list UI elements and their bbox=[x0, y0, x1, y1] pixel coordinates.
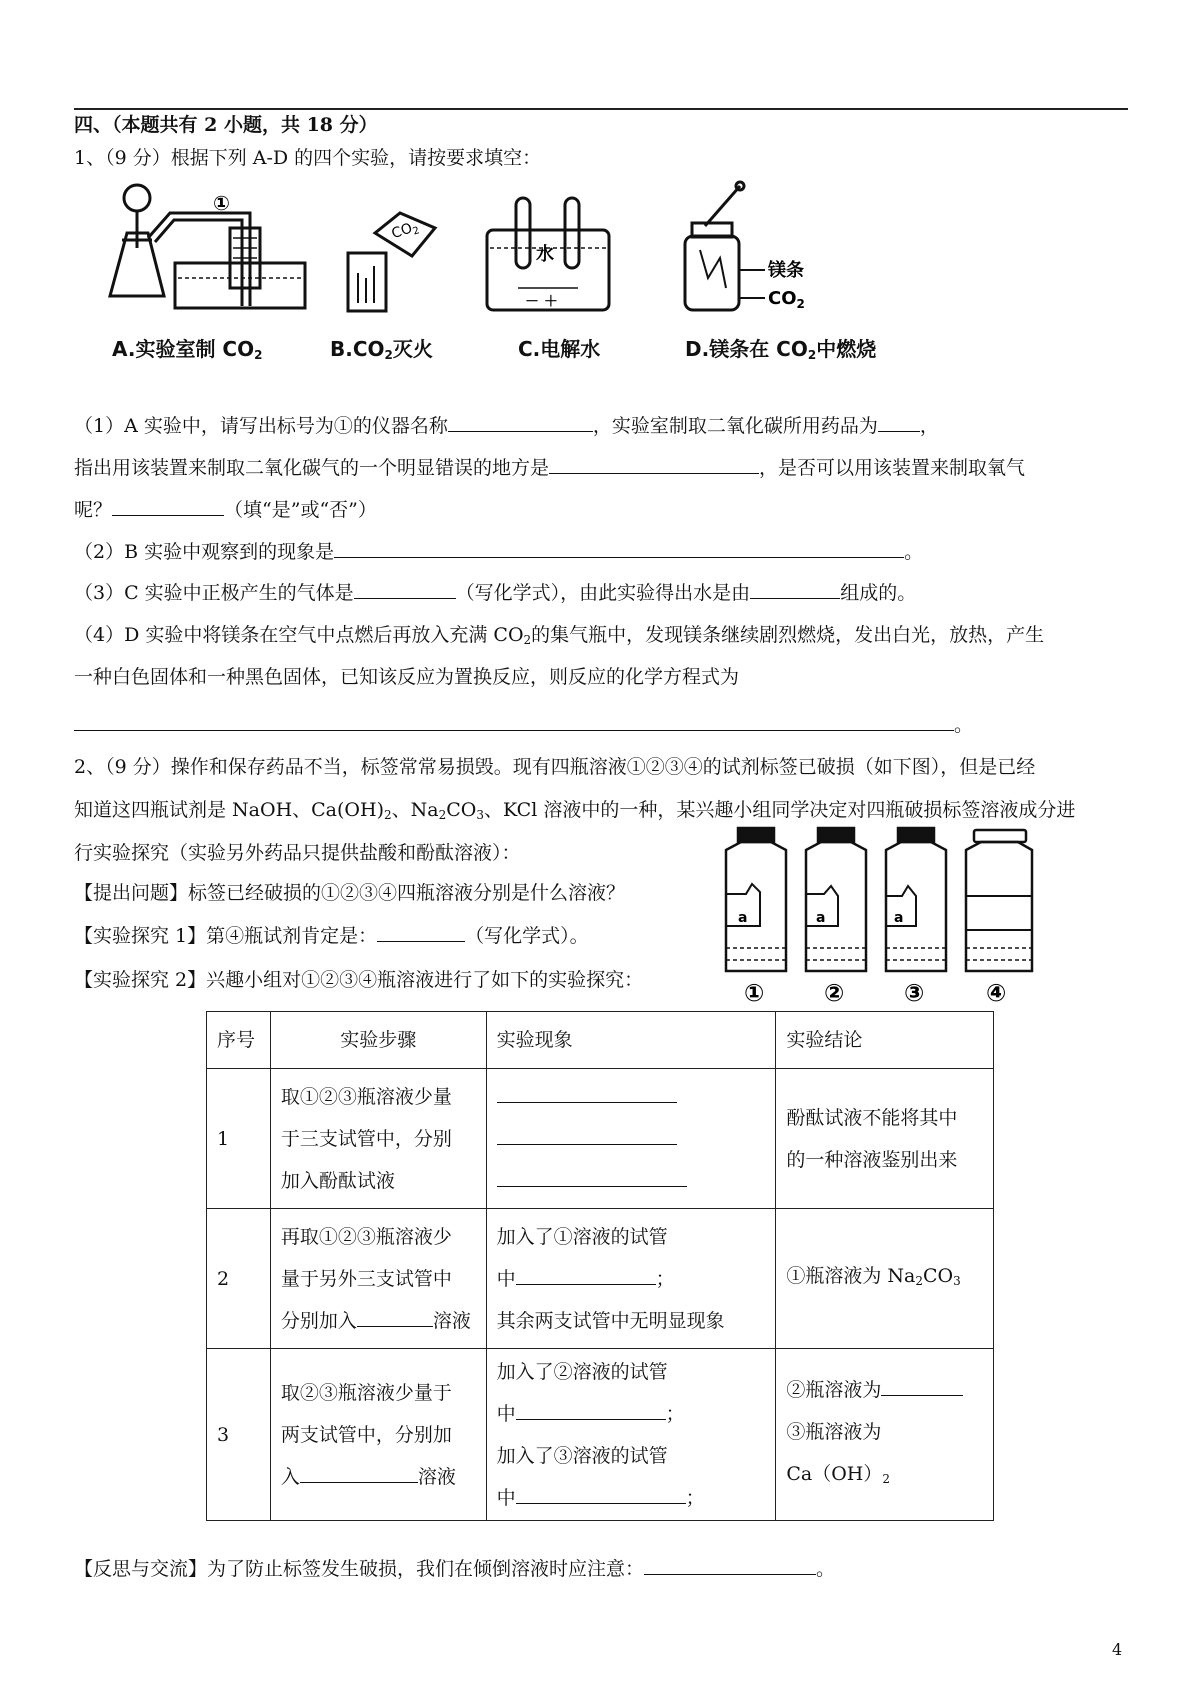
q2-stem-line1: 2、（9 分）操作和保存药品不当，标签常常易损毁。现有四瓶溶液①②③④的试剂标签已破损（如下图），但是已经 bbox=[74, 756, 1036, 778]
row1-conclusion: 酚酞试液不能将其中 的一种溶液鉴别出来 bbox=[776, 1069, 994, 1209]
bottle-2-icon bbox=[806, 828, 866, 971]
blank-row3-reagent[interactable] bbox=[300, 1464, 418, 1483]
blank-reagents[interactable] bbox=[878, 413, 920, 432]
header-steps: 实验步骤 bbox=[270, 1012, 486, 1069]
fig-a-flask-icon bbox=[110, 185, 305, 308]
blank-device-error[interactable] bbox=[549, 455, 759, 474]
blank-bottle2-solution[interactable] bbox=[881, 1377, 963, 1396]
bottle-3-label: a bbox=[894, 910, 904, 926]
blank-row3-phen-1[interactable] bbox=[516, 1401, 666, 1420]
q1-part4-line1: （4）D 实验中将镁条在空气中点燃后再放入充满 $CO_2$的集气瓶中，发现镁条继续剧烈燃烧，发出白光，放热，产生 bbox=[74, 624, 1045, 647]
q1-part1-line2: 指出用该装置来制取二氧化碳气的一个明显错误的地方是 ，是否可以用该装置来制取氧气 bbox=[74, 457, 1026, 479]
q1-stem: 1、（9 分）根据下列 A-D 的四个实验，请按要求填空： bbox=[74, 147, 542, 169]
row3-phenomenon: 加入了②溶液的试管 中 ； 加入了③溶液的试管 中 ； bbox=[486, 1349, 776, 1521]
q1-part2: （2）B 实验中观察到的现象是 。 bbox=[74, 541, 924, 563]
top-rule bbox=[74, 108, 1128, 110]
blank-instrument-name[interactable] bbox=[448, 413, 593, 432]
fig-a-caption: A.实验室制 $CO_2$ bbox=[112, 337, 263, 362]
experiment-table bbox=[206, 1011, 994, 1521]
q1-part1-line3: 呢？ （填“是”或“否”） bbox=[74, 499, 377, 521]
header-conclusion: 实验结论 bbox=[776, 1012, 994, 1069]
fig-d-gas-label: $CO_2$ bbox=[768, 288, 805, 311]
bottle-1-number: ① bbox=[744, 979, 765, 1006]
page-number: 4 bbox=[1112, 1640, 1123, 1659]
blank-row1-phen-3[interactable] bbox=[497, 1168, 687, 1187]
blank-oxygen-yes-no[interactable] bbox=[112, 497, 224, 516]
row1-step: 取①②③瓶溶液少量 于三支试管中，分别 加入酚酞试液 bbox=[270, 1069, 486, 1209]
fig-b-caption: $B.CO_2$灭火 bbox=[330, 337, 433, 362]
blank-bottle4-formula[interactable] bbox=[377, 923, 465, 942]
blank-row2-reagent[interactable] bbox=[357, 1308, 433, 1327]
bottle-3-number: ③ bbox=[904, 979, 925, 1006]
fig-c-electrode-signs: － ＋ bbox=[525, 294, 558, 310]
q1-part1-line1: （1）A 实验中，请写出标号为①的仪器名称 ，实验室制取二氧化碳所用药品为 ， bbox=[74, 415, 939, 437]
row3-num: 3 bbox=[207, 1349, 271, 1521]
q2-stem-line2: 知道这四瓶试剂是 NaOH、$Ca(OH)_2$、$Na_2CO_3$、KCl 溶液中的一种，某兴趣小组同学决定对四瓶破损标签溶液成分进 bbox=[74, 799, 1076, 822]
blank-water-composition[interactable] bbox=[750, 580, 840, 599]
section-heading: 四、（本题共有 2 小题，共 18 分） bbox=[74, 114, 378, 136]
row3-conclusion: ②瓶溶液为 ③瓶溶液为 $Ca(OH)_2$ bbox=[776, 1349, 994, 1521]
q2-stem-line3: 行实验探究（实验另外药品只提供盐酸和酚酞溶液）： bbox=[74, 842, 521, 864]
blank-row3-phen-2[interactable] bbox=[516, 1485, 686, 1504]
q1-part4-line3: 。 bbox=[74, 712, 973, 738]
row1-phenomenon bbox=[486, 1069, 776, 1209]
blank-row2-phen[interactable] bbox=[516, 1266, 656, 1285]
q2-reflection: 【反思与交流】为了防止标签发生破损，我们在倾倒溶液时应注意： 。 bbox=[74, 1558, 836, 1580]
q2-explore2: 【实验探究 2】兴趣小组对①②③④瓶溶液进行了如下的实验探究： bbox=[74, 969, 644, 991]
table-header-row bbox=[207, 1012, 994, 1069]
fig-d-gas-jar-icon bbox=[685, 182, 765, 310]
q1-part3: （3）C 实验中正极产生的气体是 （写化学式），由此实验得出水是由 组成的。 bbox=[74, 582, 917, 604]
q1-apparatus-figure bbox=[100, 178, 900, 328]
q1-part4-line2: 一种白色固体和一种黑色固体，已知该反应为置换反应，则反应的化学方程式为 bbox=[74, 666, 740, 688]
q2-explore1: 【实验探究 1】第④瓶试剂肯定是： （写化学式）。 bbox=[74, 925, 589, 947]
blank-row1-phen-2[interactable] bbox=[497, 1126, 677, 1145]
reagent-bottles-figure bbox=[716, 826, 1036, 1006]
bottle-1-label: a bbox=[738, 910, 748, 926]
blank-row1-phen-1[interactable] bbox=[497, 1084, 677, 1103]
table-row bbox=[207, 1209, 994, 1349]
q2-question: 【提出问题】标签已经破损的①②③④四瓶溶液分别是什么溶液？ bbox=[74, 882, 626, 904]
fig-d-caption: D.镁条在 $CO_2$中燃烧 bbox=[685, 337, 877, 362]
fig-a-marker: ① bbox=[213, 191, 230, 215]
bottle-2-label: a bbox=[816, 910, 826, 926]
row1-num: 1 bbox=[207, 1069, 271, 1209]
fig-c-water-label: 水 bbox=[536, 244, 554, 265]
blank-reflection[interactable] bbox=[644, 1556, 816, 1575]
row3-step: 取②③瓶溶液少量于 两支试管中，分别加 入 溶液 bbox=[270, 1349, 486, 1521]
bottle-2-number: ② bbox=[824, 979, 845, 1006]
bottle-3-icon bbox=[886, 828, 946, 971]
row2-num: 2 bbox=[207, 1209, 271, 1349]
blank-b-phenomenon[interactable] bbox=[334, 539, 904, 558]
bottle-1-icon bbox=[726, 828, 786, 971]
table-row bbox=[207, 1349, 994, 1521]
fig-b-bottle-label: $CO_2$ bbox=[389, 220, 422, 243]
fig-c-caption: C.电解水 bbox=[518, 337, 601, 361]
fig-d-ribbon-label: 镁条 bbox=[768, 260, 804, 281]
header-phenomenon: 实验现象 bbox=[486, 1012, 776, 1069]
row2-step: 再取①②③瓶溶液少 量于另外三支试管中 分别加入 溶液 bbox=[270, 1209, 486, 1349]
blank-positive-gas[interactable] bbox=[354, 580, 456, 599]
row2-conclusion: ①瓶溶液为 $Na_2CO_3$ bbox=[776, 1209, 994, 1349]
table-row bbox=[207, 1069, 994, 1209]
row2-phenomenon: 加入了①溶液的试管 中 ； 其余两支试管中无明显现象 bbox=[486, 1209, 776, 1349]
bottle-4-icon bbox=[966, 830, 1032, 971]
bottle-4-number: ④ bbox=[986, 979, 1007, 1006]
blank-chemical-equation[interactable] bbox=[74, 712, 954, 731]
header-num: 序号 bbox=[207, 1012, 271, 1069]
